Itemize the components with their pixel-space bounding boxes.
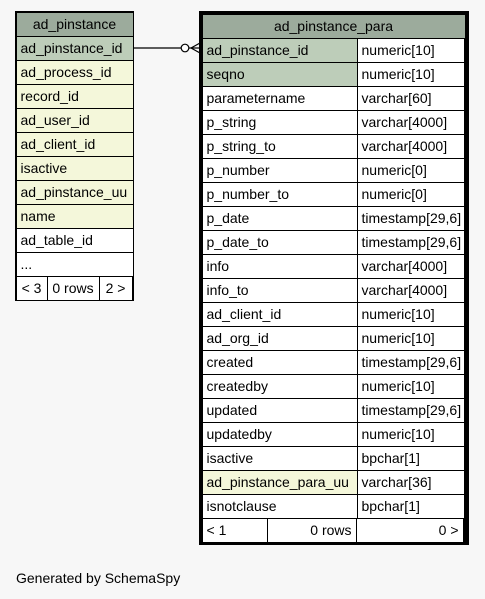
column-name[interactable]: ad_user_id — [16, 108, 134, 133]
column-name[interactable]: info — [202, 254, 358, 279]
column-name[interactable]: seqno — [202, 62, 358, 87]
table-footer — [202, 518, 466, 542]
column-name[interactable]: ad_pinstance_uu — [16, 180, 134, 205]
column-type: bpchar[1] — [357, 494, 465, 519]
table-row[interactable] — [202, 134, 466, 158]
column-name[interactable]: record_id — [16, 84, 134, 109]
column-name[interactable]: p_string — [202, 110, 358, 135]
table-footer — [16, 276, 133, 300]
column-type: varchar[4000] — [357, 110, 465, 135]
table-row[interactable] — [202, 182, 466, 206]
table-row[interactable] — [202, 494, 466, 518]
row-count: 0 rows — [47, 276, 100, 301]
table-row[interactable] — [16, 60, 133, 84]
column-type: numeric[10] — [357, 38, 465, 63]
table-row[interactable] — [202, 38, 466, 62]
table-row[interactable] — [202, 278, 466, 302]
table-row[interactable] — [202, 422, 466, 446]
next-count: 2 > — [99, 276, 133, 301]
column-name[interactable]: createdby — [202, 374, 358, 399]
table-row[interactable] — [202, 326, 466, 350]
column-name[interactable]: isactive — [16, 156, 134, 181]
table-row[interactable] — [16, 132, 133, 156]
table-row[interactable] — [16, 252, 133, 276]
column-type: timestamp[29,6] — [357, 350, 465, 375]
column-name[interactable]: parametername — [202, 86, 358, 111]
column-name[interactable]: name — [16, 204, 134, 229]
prev-count: < 3 — [16, 276, 48, 301]
column-name[interactable]: updatedby — [202, 422, 358, 447]
column-type: varchar[4000] — [357, 254, 465, 279]
column-name[interactable]: p_string_to — [202, 134, 358, 159]
table-ad-pinstance-para[interactable] — [199, 11, 469, 545]
column-name[interactable]: info_to — [202, 278, 358, 303]
table-row[interactable] — [202, 470, 466, 494]
table-row[interactable] — [16, 36, 133, 60]
column-name[interactable]: ... — [16, 252, 134, 277]
row-count: 0 rows — [267, 518, 357, 543]
generated-by-text: Generated by SchemaSpy — [16, 570, 181, 586]
optional-circle-marker — [181, 44, 189, 52]
column-type: varchar[60] — [357, 86, 465, 111]
table-row[interactable] — [202, 398, 466, 422]
column-type: numeric[10] — [357, 374, 465, 399]
table-row[interactable] — [202, 158, 466, 182]
column-type: varchar[36] — [357, 470, 465, 495]
table-row[interactable] — [202, 254, 466, 278]
column-type: numeric[0] — [357, 158, 465, 183]
column-name[interactable]: updated — [202, 398, 358, 423]
column-name[interactable]: ad_pinstance_para_uu — [202, 470, 358, 495]
column-name[interactable]: p_date_to — [202, 230, 358, 255]
table-row[interactable] — [202, 86, 466, 110]
table-row[interactable] — [16, 108, 133, 132]
column-name[interactable]: p_date — [202, 206, 358, 231]
column-name[interactable]: p_number_to — [202, 182, 358, 207]
table-row[interactable] — [202, 302, 466, 326]
column-name[interactable]: ad_org_id — [202, 326, 358, 351]
column-type: timestamp[29,6] — [357, 206, 465, 231]
column-type: timestamp[29,6] — [357, 230, 465, 255]
table-row[interactable] — [202, 206, 466, 230]
column-type: numeric[10] — [357, 422, 465, 447]
column-name[interactable]: ad_client_id — [202, 302, 358, 327]
prev-count: < 1 — [202, 518, 268, 543]
table-row[interactable] — [202, 350, 466, 374]
column-name[interactable]: p_number — [202, 158, 358, 183]
column-type: numeric[0] — [357, 182, 465, 207]
column-name[interactable]: ad_pinstance_id — [202, 38, 358, 63]
table-row[interactable] — [202, 446, 466, 470]
column-name[interactable]: ad_table_id — [16, 228, 134, 253]
column-type: bpchar[1] — [357, 446, 465, 471]
table-row[interactable] — [16, 156, 133, 180]
column-type: varchar[4000] — [357, 278, 465, 303]
table-ad-pinstance[interactable] — [15, 11, 134, 301]
column-type: varchar[4000] — [357, 134, 465, 159]
table-row[interactable] — [16, 180, 133, 204]
table-row[interactable] — [202, 230, 466, 254]
column-name[interactable]: ad_client_id — [16, 132, 134, 157]
table-row[interactable] — [16, 84, 133, 108]
column-name[interactable]: isactive — [202, 446, 358, 471]
column-name[interactable]: ad_pinstance_id — [16, 36, 134, 61]
column-name[interactable]: created — [202, 350, 358, 375]
table-row[interactable] — [16, 204, 133, 228]
next-count: 0 > — [356, 518, 464, 543]
table-row[interactable] — [202, 110, 466, 134]
column-type: numeric[10] — [357, 302, 465, 327]
table-row[interactable] — [16, 228, 133, 252]
column-type: numeric[10] — [357, 62, 465, 87]
table-row[interactable] — [202, 374, 466, 398]
column-type: numeric[10] — [357, 326, 465, 351]
column-name[interactable]: ad_process_id — [16, 60, 134, 85]
column-type: timestamp[29,6] — [357, 398, 465, 423]
table-title[interactable]: ad_pinstance_para — [202, 14, 466, 39]
column-name[interactable]: isnotclause — [202, 494, 358, 519]
table-title[interactable]: ad_pinstance — [16, 12, 134, 37]
table-row[interactable] — [202, 62, 466, 86]
